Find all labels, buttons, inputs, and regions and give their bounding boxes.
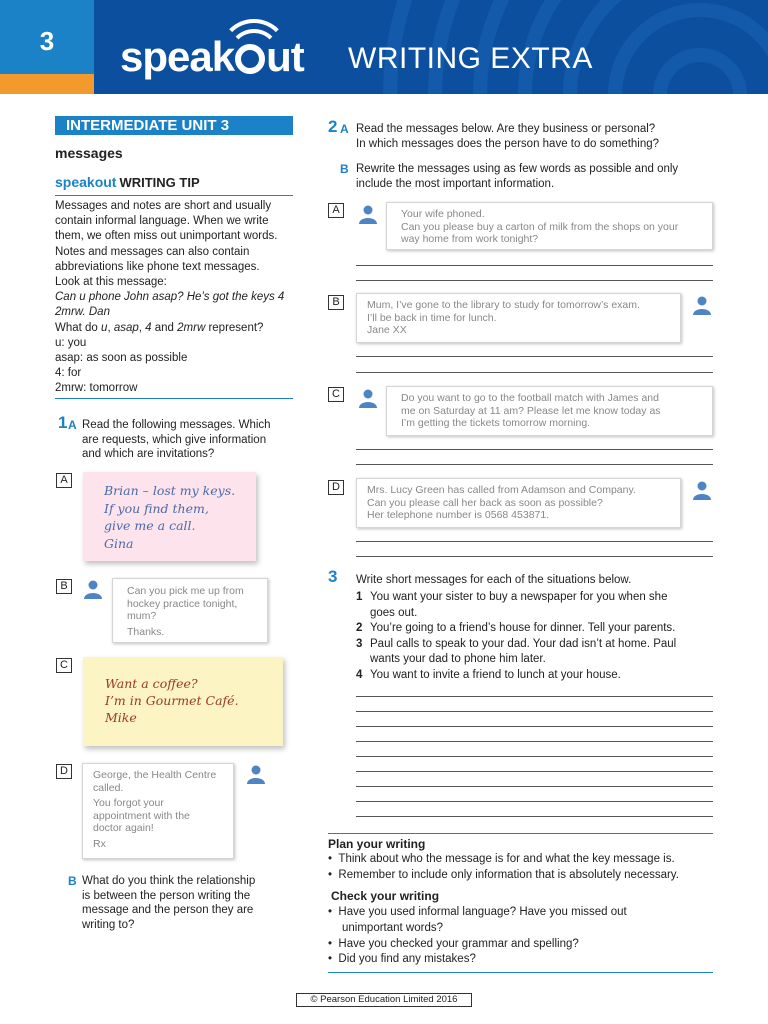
tip-definition: asap: as soon as possible bbox=[55, 352, 188, 365]
copyright-footer: © Pearson Education Limited 2016 bbox=[296, 993, 472, 1007]
tip-brand-logo: speakout bbox=[55, 174, 117, 190]
list-item: 1 You want your sister to buy a newspaper for you when she bbox=[356, 591, 668, 603]
writing-tip-header bbox=[55, 174, 293, 196]
check-title: Check your writing bbox=[331, 889, 440, 903]
person-avatar-icon bbox=[357, 387, 379, 409]
tip-line: them, we often miss out unimportant words. bbox=[55, 230, 278, 243]
exercise-2-number: 2 bbox=[328, 117, 338, 136]
message-label-b: B bbox=[328, 295, 344, 310]
tip-divider bbox=[55, 398, 293, 399]
list-item-continued: goes out. bbox=[370, 606, 418, 619]
exercise-1-number: 1 bbox=[58, 413, 68, 432]
list-item: 4 You want to invite a friend to lunch at your house. bbox=[356, 668, 621, 681]
answer-line[interactable] bbox=[356, 726, 713, 727]
message-label-a: A bbox=[328, 203, 344, 218]
person-avatar-icon bbox=[245, 763, 267, 785]
answer-line[interactable] bbox=[356, 556, 713, 557]
message-label-b: B bbox=[56, 579, 72, 594]
exercise-3-instructions: Write short messages for each of the situations below. bbox=[356, 574, 632, 586]
speakout-logo: speak ut bbox=[120, 33, 304, 80]
bullet-item: • Have you used informal language? Have you missed out bbox=[328, 906, 627, 918]
bullet-item: • Have you checked your grammar and spelling? bbox=[328, 937, 579, 950]
page-header bbox=[0, 0, 768, 94]
answer-line[interactable] bbox=[356, 816, 713, 817]
person-avatar-icon bbox=[357, 203, 379, 225]
answer-line[interactable] bbox=[356, 449, 713, 450]
answer-line[interactable] bbox=[356, 771, 713, 772]
message-label-c: C bbox=[328, 387, 344, 402]
person-avatar-icon bbox=[691, 294, 713, 316]
speech-bubble-2a: Your wife phoned. Can you please buy a carton of milk from the shops on your way home from work tonight? bbox=[386, 202, 713, 250]
message-label-c: C bbox=[56, 658, 72, 673]
plan-title: Plan your writing bbox=[328, 837, 426, 851]
unit-number: 3 bbox=[39, 26, 55, 56]
tip-definition: u: you bbox=[55, 336, 87, 349]
exercise-1b-letter: B bbox=[68, 874, 77, 888]
tip-definition: 2mrw: tomorrow bbox=[55, 382, 138, 395]
check-bullets bbox=[328, 905, 713, 968]
lesson-title: messages bbox=[55, 145, 123, 161]
bullet-item: • Remember to include only information that is absolutely necessary. bbox=[328, 868, 679, 881]
exercise-2b-instructions: Rewrite the messages using as few words as possible and only include the most important information. bbox=[356, 163, 679, 190]
speech-bubble-2b: Mum, I’ve gone to the library to study for tomorrow’s exam. I’ll be back in time for lunch. Jane XX bbox=[356, 293, 681, 343]
person-avatar-icon bbox=[691, 479, 713, 501]
exercise-3-number: 3 bbox=[328, 567, 338, 586]
exercise-1a-instructions: Read the following messages. Which are requests, which give information and which are invitations? bbox=[82, 419, 271, 460]
logo-o-waves-icon bbox=[235, 44, 265, 74]
answer-line[interactable] bbox=[356, 356, 713, 357]
list-item: 2 You’re going to a friend’s house for dinner. Tell your parents. bbox=[356, 622, 676, 634]
exercise-2a-instructions: Read the messages below. Are they business or personal? In which messages does the person have to do something? bbox=[356, 123, 660, 150]
writing-tip-body bbox=[55, 199, 295, 397]
unit-bar: INTERMEDIATE UNIT 3 bbox=[55, 116, 293, 135]
tip-line: abbreviations like phone text messages. bbox=[55, 260, 260, 273]
tip-title: WRITING TIP bbox=[119, 175, 200, 190]
list-item: 3 Paul calls to speak to your dad. Your dad isn’t at home. Paul bbox=[356, 637, 677, 650]
bullet-item: • Did you find any mistakes? bbox=[328, 953, 476, 966]
answer-line[interactable] bbox=[356, 265, 713, 266]
tip-question: What do u, asap, 4 and 2mrw represent? bbox=[55, 321, 264, 334]
exercise-1a-letter: A bbox=[68, 418, 77, 432]
answer-line[interactable] bbox=[356, 786, 713, 787]
person-avatar-icon bbox=[82, 578, 104, 600]
exercise-1b-instructions: What do you think the relationship is between the person writing the message and the person they are writing to? bbox=[82, 875, 256, 931]
plan-box-bottom-rule bbox=[328, 972, 713, 973]
orange-accent-strip bbox=[0, 74, 94, 94]
sticky-note-pink: Brian – lost my keys. If you find them, give me a call. Gina bbox=[83, 472, 256, 561]
tip-line: contain informal language. When we write bbox=[55, 215, 269, 228]
plan-bullets bbox=[328, 852, 713, 884]
tip-example: Can u phone John asap? He’s got the keys 4 bbox=[55, 291, 285, 304]
answer-line[interactable] bbox=[356, 280, 713, 281]
answer-line[interactable] bbox=[356, 741, 713, 742]
exercise-2b-letter: B bbox=[340, 162, 349, 176]
answer-line[interactable] bbox=[356, 541, 713, 542]
answer-line[interactable] bbox=[356, 464, 713, 465]
tip-line: Notes and messages can also contain bbox=[55, 245, 250, 258]
speech-bubble-2d: Mrs. Lucy Green has called from Adamson and Company. Can you please call her back as soon as possible? Her telephone number is 0568 453871. bbox=[356, 478, 681, 528]
tip-example: 2mrw. Dan bbox=[55, 306, 110, 319]
message-label-a: A bbox=[56, 473, 72, 488]
bullet-item: • Think about who the message is for and what the key message is. bbox=[328, 853, 675, 865]
list-item-continued: wants your dad to phone him later. bbox=[370, 653, 546, 665]
message-label-d: D bbox=[56, 764, 72, 779]
tip-line: Messages and notes are short and usually bbox=[55, 200, 272, 212]
answer-line[interactable] bbox=[356, 756, 713, 757]
answer-line[interactable] bbox=[356, 696, 713, 697]
plan-box-top-rule bbox=[328, 833, 713, 834]
bullet-item-continued: unimportant words? bbox=[342, 921, 443, 934]
answer-line[interactable] bbox=[356, 372, 713, 373]
answer-line[interactable] bbox=[356, 801, 713, 802]
exercise-3-list bbox=[356, 590, 716, 683]
speech-bubble-2c: Do you want to go to the football match with James and me on Saturday at 11 am? Please let me know today as I’m getting the tickets tomorrow morning. bbox=[386, 386, 713, 436]
header-title: WRITING EXTRA bbox=[348, 42, 593, 75]
speech-bubble-d: George, the Health Centre called. You forgot your appointment with the doctor again! Rx bbox=[82, 763, 234, 859]
speech-bubble-b: Can you pick me up from hockey practice tonight, mum? Thanks. bbox=[112, 578, 268, 643]
tip-line: Look at this message: bbox=[55, 276, 167, 289]
sticky-note-yellow: Want a coffee? I’m in Gourmet Café. Mike bbox=[83, 657, 283, 746]
tip-definition: 4: for bbox=[55, 367, 82, 380]
answer-line[interactable] bbox=[356, 711, 713, 712]
message-label-d: D bbox=[328, 480, 344, 495]
exercise-2a-letter: A bbox=[340, 122, 349, 136]
